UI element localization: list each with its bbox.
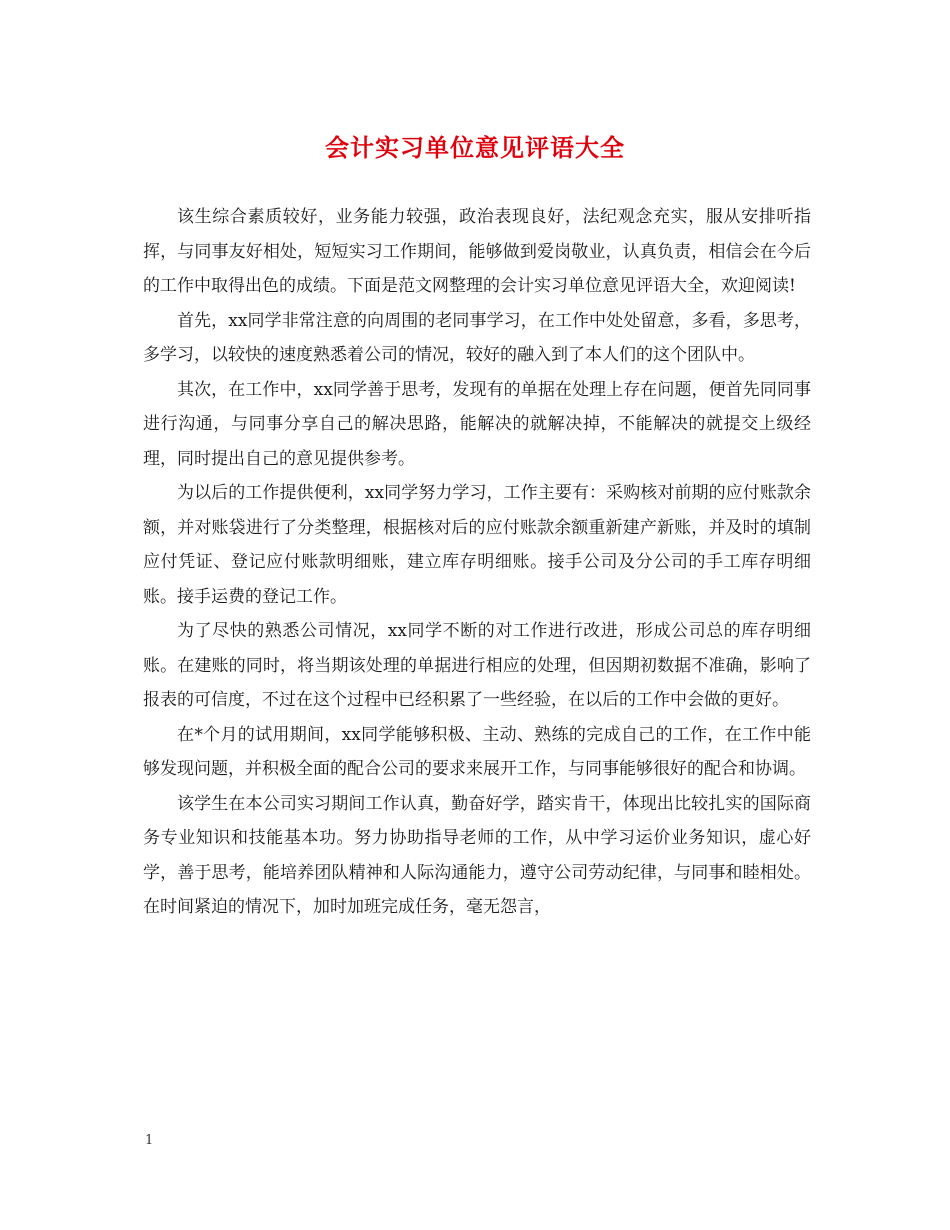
paragraph-second: 其次，在工作中，xx同学善于思考，发现有的单据在处理上存在问题，便首先同同事进行沟通，与同事分享自己的解决思路，能解决的就解决掉，不能解决的就提交上级经理，同时提出自己的意见提供参考。: [143, 379, 811, 469]
paragraph-probation: 在*个月的试用期间，xx同学能够积极、主动、熟练的完成自己的工作，在工作中能够发现问题，并积极全面的配合公司的要求来展开工作，与同事能够很好的配合和协调。: [143, 724, 811, 779]
paragraph-improvement: 为了尽快的熟悉公司情况，xx同学不断的对工作进行改进，形成公司总的库存明细账。在建账的同时，将当期该处理的单据进行相应的处理，但因期初数据不准确，影响了报表的可信度，不过在这个过程中已经积累了一些经验，在以后的工作中会做的更好。: [143, 621, 811, 710]
paragraph-work-items: 为以后的工作提供便利，xx同学努力学习，工作主要有：采购核对前期的应付账款余额，并对账袋进行了分类整理，根据核对后的应付账款余额重新建产新账，并及时的填制应付凭证、登记应付账款明细账，建立库存明细账。接手公司及分公司的手工库存明细账。接手运费的登记工作。: [143, 483, 811, 607]
paragraph-internship: 该学生在本公司实习期间工作认真，勤奋好学，踏实肯干，体现出比较扎实的国际商务专业知识和技能基本功。努力协助指导老师的工作，从中学习运价业务知识，虚心好学，善于思考，能培养团队精神和人际沟通能力，遵守公司劳动纪律，与同事和睦相处。在时间紧迫的情况下，加时加班完成任务，毫无怨言，: [143, 793, 811, 917]
paragraph-first: 首先，xx同学非常注意的向周围的老同事学习，在工作中处处留意，多看，多思考，多学习，以较快的速度熟悉着公司的情况，较好的融入到了本人们的这个团队中。: [143, 310, 811, 365]
document-title: 会计实习单位意见评语大全: [325, 133, 625, 162]
document-body: [143, 200, 811, 925]
paragraph-intro: 该生综合素质较好，业务能力较强，政治表现良好，法纪观念充实，服从安排听指挥，与同事友好相处，短短实习工作期间，能够做到爱岗敬业，认真负责，相信会在今后的工作中取得出色的成绩。下面是范文网整理的会计实习单位意见评语大全，欢迎阅读!: [143, 207, 811, 296]
page-number: 1: [145, 1133, 154, 1148]
